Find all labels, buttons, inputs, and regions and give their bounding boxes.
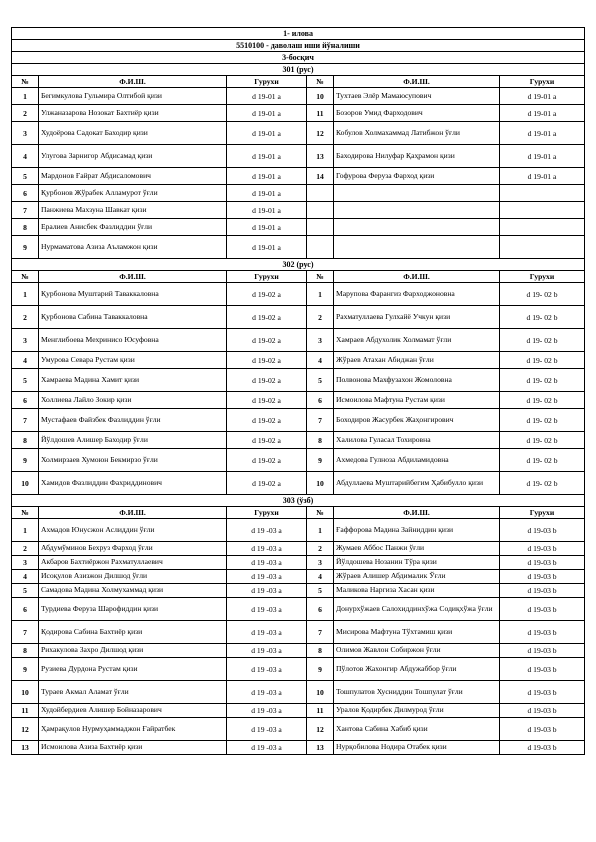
student-group: d 19-01 a: [227, 105, 307, 122]
row-number: 2: [12, 542, 39, 556]
student-group: d 19 -03 a: [227, 644, 307, 658]
column-header-name: Ф.И.Ш.: [334, 507, 500, 519]
header-course-row: [12, 52, 585, 64]
student-group: d 19-01 a: [227, 88, 307, 105]
table-row: [12, 145, 585, 168]
row-number: 3: [12, 556, 39, 570]
column-header-number: №: [12, 76, 39, 88]
student-name: Қурбонов Жўрабек Алламурот ўғли: [39, 185, 227, 202]
row-number: [307, 219, 334, 236]
student-group: d 19-01 a: [227, 185, 307, 202]
column-header-group: Гурухи: [227, 507, 307, 519]
student-group: d 19-03 b: [500, 556, 585, 570]
column-header-number: №: [307, 76, 334, 88]
student-name: Худойбердиев Алишер Бойназарович: [39, 704, 227, 718]
student-name: Улжаназарова Нозокат Бахтиёр қизи: [39, 105, 227, 122]
row-number: 11: [307, 105, 334, 122]
row-number: 1: [12, 283, 39, 306]
row-number: 7: [12, 621, 39, 644]
row-number: 10: [12, 472, 39, 495]
student-group: d 19- 02 b: [500, 432, 585, 449]
student-name: Гофурова Феруза Фарход қизи: [334, 168, 500, 185]
column-header-group: Гурухи: [500, 507, 585, 519]
student-group: d 19-03 b: [500, 741, 585, 755]
student-group: [500, 219, 585, 236]
student-name: Исмоилова Азиза Бахтиёр қизи: [39, 741, 227, 755]
section-title-row: [12, 495, 585, 507]
row-number: 2: [12, 105, 39, 122]
student-group: d 19-03 b: [500, 704, 585, 718]
student-group: d 19- 02 b: [500, 329, 585, 352]
student-group: d 19-02 a: [227, 449, 307, 472]
student-name: Қурбонова Сабина Таваккаловна: [39, 306, 227, 329]
row-number: 5: [307, 369, 334, 392]
table-row: [12, 718, 585, 741]
column-header-name: Ф.И.Ш.: [39, 76, 227, 88]
column-header-row: [12, 271, 585, 283]
student-name: Рахматуллаева Гулхайё Учкун қизи: [334, 306, 500, 329]
row-number: 4: [307, 352, 334, 369]
student-name: Йўлдошев Алишер Баходир ўғли: [39, 432, 227, 449]
student-name: Хамраева Мадина Хамит қизи: [39, 369, 227, 392]
row-number: 8: [307, 432, 334, 449]
student-group: d 19 -03 a: [227, 741, 307, 755]
row-number: 10: [307, 681, 334, 704]
table-row: [12, 88, 585, 105]
student-group: d 19-03 b: [500, 542, 585, 556]
student-group: d 19- 02 b: [500, 472, 585, 495]
row-number: 1: [307, 283, 334, 306]
table-row: [12, 185, 585, 202]
row-number: 10: [307, 472, 334, 495]
table-row: [12, 598, 585, 621]
table-row: [12, 542, 585, 556]
row-number: [307, 202, 334, 219]
student-name: Умурова Севара Рустам қизи: [39, 352, 227, 369]
table-row: [12, 392, 585, 409]
row-number: 5: [307, 584, 334, 598]
student-group: d 19 -03 a: [227, 519, 307, 542]
table-row: [12, 329, 585, 352]
row-number: 10: [307, 88, 334, 105]
student-name: Рихакулова Захро Дилшод қизи: [39, 644, 227, 658]
student-group: d 19-03 b: [500, 658, 585, 681]
student-group: d 19-03 b: [500, 621, 585, 644]
student-group: d 19-01 a: [227, 202, 307, 219]
row-number: 11: [307, 704, 334, 718]
header-specialty-row: [12, 40, 585, 52]
student-name: Ахмедова Гулноза Абдиламидовна: [334, 449, 500, 472]
row-number: 9: [307, 658, 334, 681]
row-number: 7: [12, 202, 39, 219]
student-name: Полвонова Махфузахон Жомоловна: [334, 369, 500, 392]
row-number: 8: [12, 644, 39, 658]
row-number: 1: [12, 88, 39, 105]
student-group: d 19 -03 a: [227, 681, 307, 704]
student-group: d 19-01 a: [227, 168, 307, 185]
student-group: d 19-03 b: [500, 681, 585, 704]
row-number: 11: [12, 704, 39, 718]
student-group: d 19 -03 a: [227, 584, 307, 598]
student-group: d 19-02 a: [227, 432, 307, 449]
row-number: 9: [307, 449, 334, 472]
student-group: d 19-03 b: [500, 598, 585, 621]
table-row: [12, 570, 585, 584]
column-header-row: [12, 76, 585, 88]
row-number: 13: [12, 741, 39, 755]
student-group: d 19-01 a: [500, 145, 585, 168]
student-name: Йўлдошева Нозанин Тўра қизи: [334, 556, 500, 570]
student-group: d 19 -03 a: [227, 718, 307, 741]
table-row: [12, 519, 585, 542]
student-group: d 19-02 a: [227, 306, 307, 329]
student-name: Абдуллаева Муштарийбегим Ҳабибулло қизи: [334, 472, 500, 495]
row-number: 1: [12, 519, 39, 542]
student-name: Нурқобилова Нодира Отабек қизи: [334, 741, 500, 755]
student-group: d 19 -03 a: [227, 570, 307, 584]
student-group: d 19- 02 b: [500, 392, 585, 409]
student-name: Ахмадов Юнусжон Аслиддин ўғли: [39, 519, 227, 542]
student-name: Кобулов Холмахаммад Латибжон ўғли: [334, 122, 500, 145]
student-name: Исоқулов Азизжон Дилшод ўғли: [39, 570, 227, 584]
student-group: d 19 -03 a: [227, 621, 307, 644]
student-group: d 19-01 a: [500, 168, 585, 185]
row-number: 2: [12, 306, 39, 329]
student-group: d 19-03 b: [500, 519, 585, 542]
student-name: Тухтаев Элёр Мамаюсупович: [334, 88, 500, 105]
student-name: Баходирова Нилуфар Қаҳрамон қизи: [334, 145, 500, 168]
student-name: Ғаффорова Мадина Зайниддин қизи: [334, 519, 500, 542]
student-name: Менглибоева Мехринисо Юсуфовна: [39, 329, 227, 352]
row-number: 9: [12, 236, 39, 259]
student-name: Панжиева Махзуна Шавкат қизи: [39, 202, 227, 219]
header-appendix-row: [12, 28, 585, 40]
student-group: d 19-02 a: [227, 352, 307, 369]
student-name: Абдумўминов Бехруз Фарход ўғли: [39, 542, 227, 556]
row-number: 6: [307, 392, 334, 409]
row-number: 3: [12, 329, 39, 352]
student-name: Ҳамрақулов Нурмуҳаммаджон Ғайратбек: [39, 718, 227, 741]
section-title-row: [12, 259, 585, 271]
student-name: Хамраев Абдухолик Холмамат ўғли: [334, 329, 500, 352]
student-group: d 19 -03 a: [227, 704, 307, 718]
student-group: d 19-02 a: [227, 329, 307, 352]
table-row: [12, 168, 585, 185]
row-number: 7: [307, 409, 334, 432]
student-group: d 19- 02 b: [500, 352, 585, 369]
student-group: d 19-03 b: [500, 570, 585, 584]
row-number: 7: [12, 409, 39, 432]
row-number: 6: [307, 598, 334, 621]
row-number: 2: [307, 306, 334, 329]
row-number: 2: [307, 542, 334, 556]
student-name: Қодирова Сабина Бахтиёр қизи: [39, 621, 227, 644]
table-row: [12, 556, 585, 570]
student-group: d 19 -03 a: [227, 598, 307, 621]
row-number: 13: [307, 741, 334, 755]
column-header-group: Гурухи: [227, 271, 307, 283]
student-group: d 19-01 a: [227, 145, 307, 168]
table-row: [12, 409, 585, 432]
row-number: 4: [307, 570, 334, 584]
table-row: [12, 658, 585, 681]
student-name: Худоёрова Садокат Баходир қизи: [39, 122, 227, 145]
student-group: d 19- 02 b: [500, 283, 585, 306]
student-group: d 19-02 a: [227, 472, 307, 495]
student-name: Хантова Сабина Хабиб қизи: [334, 718, 500, 741]
student-group: d 19-02 a: [227, 369, 307, 392]
student-name: Самадова Мадина Холмухаммад қизи: [39, 584, 227, 598]
row-number: 5: [12, 584, 39, 598]
student-group: d 19-01 a: [500, 88, 585, 105]
student-group: d 19 -03 a: [227, 658, 307, 681]
student-name: Тошпулатов Хусниддин Тошпулат ўғли: [334, 681, 500, 704]
student-group: d 19-01 a: [227, 122, 307, 145]
appendix-label: 1- илова: [12, 28, 585, 40]
row-number: 4: [12, 570, 39, 584]
student-group: d 19- 02 b: [500, 449, 585, 472]
row-number: 3: [12, 122, 39, 145]
column-header-name: Ф.И.Ш.: [39, 271, 227, 283]
student-name: Рузиева Дурдона Рустам қизи: [39, 658, 227, 681]
table-row: [12, 352, 585, 369]
table-row: [12, 644, 585, 658]
row-number: 4: [12, 352, 39, 369]
table-row: [12, 621, 585, 644]
row-number: 9: [12, 658, 39, 681]
column-header-group: Гурухи: [500, 76, 585, 88]
student-name: Хамидов Фазлиддин Фахриддинович: [39, 472, 227, 495]
student-name: [334, 219, 500, 236]
student-group: d 19-01 a: [227, 219, 307, 236]
student-name: [334, 236, 500, 259]
table-row: [12, 122, 585, 145]
row-number: 12: [12, 718, 39, 741]
row-number: 9: [12, 449, 39, 472]
table-row: [12, 236, 585, 259]
section-title: 303 (ўзб): [12, 495, 585, 507]
table-row: [12, 202, 585, 219]
student-name: Пўлотов Жахонгир Абдужаббор ўғли: [334, 658, 500, 681]
table-row: [12, 369, 585, 392]
student-name: Акбаров Бахтиёржон Рахматуллаевич: [39, 556, 227, 570]
student-group: d 19-02 a: [227, 392, 307, 409]
table-row: [12, 432, 585, 449]
student-name: Донурхўжаев Салохиддинхўжа Содиқхўжа ўғли: [334, 598, 500, 621]
column-header-group: Гурухи: [227, 76, 307, 88]
student-group: d 19-03 b: [500, 644, 585, 658]
student-name: Мустафаев Файзбек Фазлиддин ўғли: [39, 409, 227, 432]
student-name: Нурмаматова Азиза Аъламжон қизи: [39, 236, 227, 259]
student-name: Маликова Наргиза Хасан қизи: [334, 584, 500, 598]
student-group: [500, 202, 585, 219]
specialty-title: 5510100 - даволаш иши йўналиши: [12, 40, 585, 52]
student-name: Холлиева Лайло Зокир қизи: [39, 392, 227, 409]
section-title: 301 (рус): [12, 64, 585, 76]
student-name: Тураев Акмал Аламат ўғли: [39, 681, 227, 704]
row-number: 6: [12, 392, 39, 409]
table-row: [12, 472, 585, 495]
row-number: 3: [307, 556, 334, 570]
table-row: [12, 704, 585, 718]
student-name: Исмоилова Мафтуна Рустам қизи: [334, 392, 500, 409]
student-group: d 19-03 b: [500, 718, 585, 741]
student-name: Қурбонова Муштарий Таваккаловна: [39, 283, 227, 306]
student-name: Халилова Гуласал Тохировна: [334, 432, 500, 449]
student-name: Боходиров Жасурбек Жаҳонгирович: [334, 409, 500, 432]
column-header-name: Ф.И.Ш.: [334, 76, 500, 88]
section-title-row: [12, 64, 585, 76]
row-number: 8: [12, 432, 39, 449]
student-name: Улугова Зарнигор Абдисамад қизи: [39, 145, 227, 168]
student-name: Жумаев Аббос Панжи ўғли: [334, 542, 500, 556]
row-number: 4: [12, 145, 39, 168]
column-header-number: №: [307, 271, 334, 283]
student-group: [500, 185, 585, 202]
student-name: Мардонов Ғайрат Абдисаломович: [39, 168, 227, 185]
section-title: 302 (рус): [12, 259, 585, 271]
student-group: d 19- 02 b: [500, 409, 585, 432]
student-name: Жўраев Алишер Абдималик Ўғли: [334, 570, 500, 584]
student-group: d 19-01 a: [500, 105, 585, 122]
row-number: 1: [307, 519, 334, 542]
row-number: 8: [307, 644, 334, 658]
column-header-row: [12, 507, 585, 519]
student-group: d 19- 02 b: [500, 369, 585, 392]
student-group: d 19 -03 a: [227, 542, 307, 556]
row-number: [307, 236, 334, 259]
column-header-name: Ф.И.Ш.: [39, 507, 227, 519]
table-row: [12, 584, 585, 598]
student-group: d 19-02 a: [227, 283, 307, 306]
student-group: d 19-01 a: [227, 236, 307, 259]
course-label: 3-босқич: [12, 52, 585, 64]
column-header-number: №: [307, 507, 334, 519]
student-name: Бозоров Умид Фарходович: [334, 105, 500, 122]
table-row: [12, 283, 585, 306]
student-group: d 19-03 b: [500, 584, 585, 598]
row-number: 12: [307, 718, 334, 741]
student-name: Мисирова Мафтуна Тўхтамиш қизи: [334, 621, 500, 644]
row-number: 10: [12, 681, 39, 704]
row-number: [307, 185, 334, 202]
table-row: [12, 741, 585, 755]
student-group: d 19 -03 a: [227, 556, 307, 570]
row-number: 8: [12, 219, 39, 236]
student-group: d 19-02 a: [227, 409, 307, 432]
row-number: 6: [12, 598, 39, 621]
table-row: [12, 306, 585, 329]
row-number: 6: [12, 185, 39, 202]
column-header-name: Ф.И.Ш.: [334, 271, 500, 283]
document-sheet: [11, 27, 584, 755]
student-name: [334, 185, 500, 202]
student-name: Уралов Қодирбек Дилмурод ўғли: [334, 704, 500, 718]
table-row: [12, 681, 585, 704]
student-name: Холмирзаев Хумоюн Бекмирзо ўғли: [39, 449, 227, 472]
column-header-number: №: [12, 271, 39, 283]
table-row: [12, 105, 585, 122]
table-row: [12, 449, 585, 472]
row-number: 3: [307, 329, 334, 352]
row-number: 14: [307, 168, 334, 185]
row-number: 5: [12, 168, 39, 185]
student-name: [334, 202, 500, 219]
column-header-number: №: [12, 507, 39, 519]
student-name: Марупова Фарангиз Фарходжоновна: [334, 283, 500, 306]
row-number: 13: [307, 145, 334, 168]
student-list-table: [11, 27, 585, 755]
row-number: 12: [307, 122, 334, 145]
column-header-group: Гурухи: [500, 271, 585, 283]
student-group: d 19- 02 b: [500, 306, 585, 329]
student-group: d 19-01 a: [500, 122, 585, 145]
row-number: 5: [12, 369, 39, 392]
table-row: [12, 219, 585, 236]
row-number: 7: [307, 621, 334, 644]
student-name: Турдиева Феруза Шарофиддин қизи: [39, 598, 227, 621]
table-body: [12, 28, 585, 755]
student-name: Олимов Жавлон Собиржон ўғли: [334, 644, 500, 658]
student-name: Бегимкулова Гульмира Олтибой қизи: [39, 88, 227, 105]
student-group: [500, 236, 585, 259]
student-name: Ералиев Анисбек Фазлиддин ўғли: [39, 219, 227, 236]
student-name: Жўраев Атахан Абиджан ўғли: [334, 352, 500, 369]
